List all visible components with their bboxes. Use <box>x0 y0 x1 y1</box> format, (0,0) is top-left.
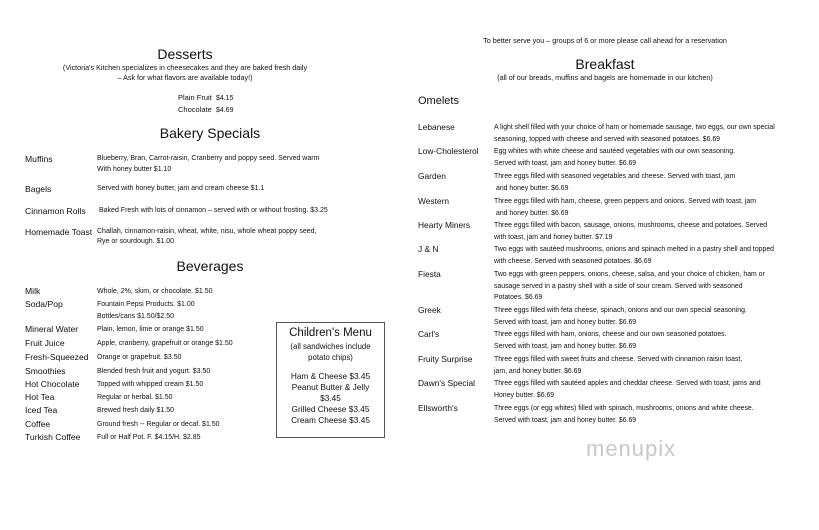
desserts-note-2: – Ask for what flavors are available today!) <box>117 73 253 82</box>
beverage-desc: Regular or herbal. $1.50 <box>97 394 173 401</box>
beverage-name: Milk <box>25 286 41 296</box>
beverage-desc: Apple, cranberry, grapefruit or orange $1.50 <box>97 340 233 347</box>
childrens-menu-note: (all sandwiches include <box>290 342 371 351</box>
omelet-desc: Three eggs filled with ham, cheese, green peppers and onions. Served with toast, jam and honey butter. $6.69 <box>494 198 756 217</box>
beverage-name: Mineral Water <box>25 324 79 334</box>
bakery-item-name: Homemade Toast <box>25 227 93 237</box>
beverage-name: Smoothies <box>25 366 66 376</box>
menupix-watermark: menupix <box>586 436 677 461</box>
bakery-title: Bakery Specials <box>159 125 261 141</box>
omelet-desc: Three eggs filled with bacon, sausage, onions, mushrooms, cheese and potatoes. Served with toast, jam and honey butter. $7.19 <box>494 222 768 241</box>
beverage-name: Hot Tea <box>25 392 55 402</box>
omelet-desc: Three eggs filled with ham, onions, cheese and our own seasoned potatoes. Served with toast, jam and honey butter. $6.69 <box>494 331 727 350</box>
dessert-item: Chocolate $4.69 <box>178 105 234 114</box>
beverage-desc: Whole, 2%, skim, or chocolate. $1.50 <box>97 288 213 295</box>
bakery-item-name: Cinnamon Rolls <box>25 206 86 216</box>
beverage-name: Coffee <box>25 419 51 429</box>
beverage-desc: Ground fresh -- Regular or decaf. $1.50 <box>97 421 220 428</box>
omelet-desc: Three eggs filled with sautéed apples and cheddar cheese. Served with toast, jams and Honey butter. $6.69 <box>494 380 761 399</box>
bakery-item-desc: Blueberry, Bran, Carrot-raisin, Cranberry and poppy seed. Served warm <box>97 155 320 162</box>
childrens-menu-box <box>276 322 385 438</box>
omelet-name: Fruity Surprise <box>418 354 473 364</box>
omelet-desc: A light shell filled with your choice of ham or homemade sausage, two eggs, our own special seasoning, topped with cheese and served with seasoned potatoes. $6.69 <box>494 124 775 143</box>
bakery-item-name: Muffins <box>25 154 53 164</box>
beverage-desc: Orange or grapefruit. $3.50 <box>97 354 182 361</box>
bakery-item-desc: With honey butter $1.10 <box>97 166 172 173</box>
bakery-item-desc: Rye or sourdough. $1.00 <box>97 238 175 245</box>
beverage-desc: Topped with whipped cream $1.50 <box>97 381 204 388</box>
beverage-name: Turkish Coffee <box>25 432 81 442</box>
omelet-desc: Two eggs with sautéed mushrooms, onions and spinach melted in a pastry shell and topped with cheese. Served with seasoned potatoes. $6.69 <box>494 246 775 265</box>
omelet-name: Ellsworth's <box>418 403 458 413</box>
kids-item: Ham & Cheese $3.45 <box>290 371 371 381</box>
omelet-name: Western <box>418 196 450 206</box>
kids-item: Cream Cheese $3.45 <box>291 415 370 425</box>
omelet-desc: Two eggs with green peppers, onions, cheese, salsa, and your choice of chicken, ham or sausage served in a pastry shell with a side of sour cream. Served with seasoned Potatoes. $6.69 <box>494 271 765 302</box>
bakery-item-desc: Challah, cinnamon-raisin, wheat, white, nisu, whole wheat poppy seed, <box>97 228 317 235</box>
omelet-name: Greek <box>418 305 441 315</box>
omelet-desc: Egg whites with white cheese and sautéed vegetables with our own seasoning. Served with toast, jam and honey butter. $6.69 <box>494 148 735 167</box>
desserts-title: Desserts <box>157 46 213 62</box>
kids-item: Grilled Cheese $3.45 <box>291 404 370 414</box>
childrens-menu-note: potato chips) <box>308 353 353 362</box>
omelet-desc: Three eggs filled with sweet fruits and cheese. Served with cinnamon raisin toast, jam, and honey butter. $6.69 <box>494 356 743 375</box>
breakfast-title: Breakfast <box>575 56 635 72</box>
omelet-name: J & N <box>418 244 439 254</box>
omelet-name: Lebanese <box>418 122 455 132</box>
beverages-title: Beverages <box>176 258 244 274</box>
omelet-desc: Three eggs filled with seasoned vegetables and cheese. Served with toast, jam and honey butter. $6.69 <box>494 173 736 192</box>
beverage-name: Soda/Pop <box>25 299 63 309</box>
breakfast-note: (all of our breads, muffins and bagels are homemade in our kitchen) <box>497 73 713 82</box>
beverage-name: Iced Tea <box>25 405 58 415</box>
omelet-name: Low-Cholesterol <box>418 146 479 156</box>
bakery-item-desc: Served with honey butter, jam and cream cheese $1.1 <box>97 185 265 192</box>
omelet-name: Fiesta <box>418 269 441 279</box>
beverage-desc: Full or Half Pot. F. $4.15/H. $2.85 <box>97 434 201 441</box>
beverage-desc: Blended fresh fruit and yogurt. $3.50 <box>97 368 211 375</box>
dessert-item: Plain Fruit $4.15 <box>178 93 234 102</box>
childrens-menu-title: Children's Menu <box>289 327 372 339</box>
beverage-desc: Brewed fresh daily $1.50 <box>97 407 175 414</box>
kids-item: $3.45 <box>320 393 341 403</box>
beverage-desc: Fountain Pepsi Products. $1.00 <box>97 301 195 308</box>
omelet-name: Carl's <box>418 329 440 339</box>
beverage-desc: Bottles/cans $1.50/$2.50 <box>97 313 175 320</box>
reservation-note: To better serve you – groups of 6 or more please call ahead for a reservation <box>483 36 727 45</box>
desserts-note-1: (Victoria's Kitchen specializes in cheesecakes and they are baked fresh daily <box>62 63 308 72</box>
omelets-subtitle: Omelets <box>418 95 459 107</box>
bakery-item-desc: Baked Fresh with lots of cinnamon – served with or without frosting. $3.25 <box>99 207 328 214</box>
beverage-name: Fruit Juice <box>25 338 65 348</box>
omelet-name: Garden <box>418 171 446 181</box>
beverage-desc: Plain, lemon, lime or orange $1.50 <box>97 326 204 333</box>
omelet-name: Dawn's Special <box>418 378 475 388</box>
beverage-name: Hot Chocolate <box>25 379 80 389</box>
omelet-desc: Three eggs (or egg whites) filled with spinach, mushrooms, onions and white cheese. Served with toast, jam and honey butter. $6.69 <box>494 405 754 424</box>
bakery-item-name: Bagels <box>25 184 52 194</box>
beverage-name: Fresh-Squeezed <box>25 352 89 362</box>
omelet-name: Hearty Miners <box>418 220 471 230</box>
kids-item: Peanut Butter & Jelly <box>291 382 370 392</box>
omelet-desc: Three eggs filled with feta cheese, spinach, onions and our own special seasoning. Served with toast, jam and honey butter. $6.69 <box>494 307 747 326</box>
